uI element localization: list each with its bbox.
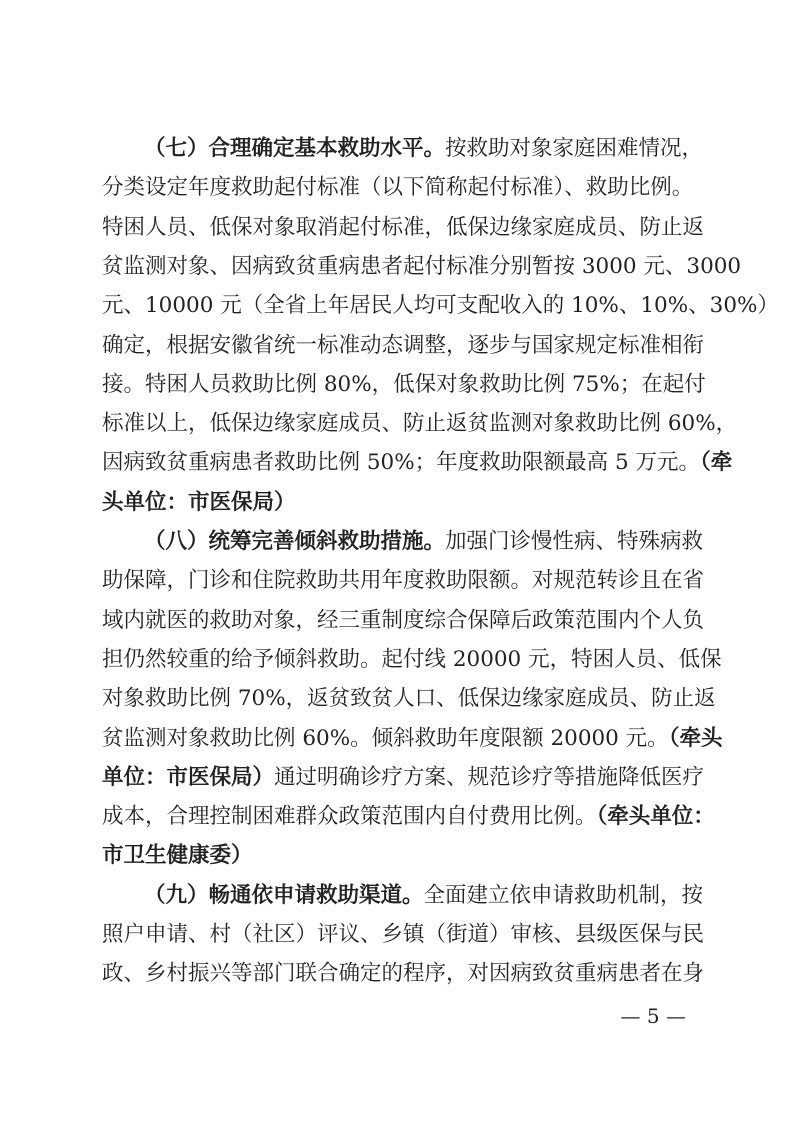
- text-line: [102, 758, 705, 798]
- text-line: [102, 954, 705, 994]
- bold-text: （七）合理确定基本救助水平。: [144, 136, 446, 161]
- text-line: [102, 168, 692, 208]
- text-line: [102, 483, 692, 523]
- text-line: [144, 129, 704, 169]
- text-run: 通过明确诊疗方案、规范诊疗等措施降低医疗: [274, 764, 705, 790]
- text-line: [102, 365, 706, 405]
- text-line: [102, 286, 779, 326]
- bold-text: （牵: [699, 450, 733, 476]
- text-run: 贫监测对象救助比例 60%。倾斜救助年度限额 20000 元。: [102, 725, 669, 751]
- text-line: [102, 247, 742, 287]
- text-run: 元、10000 元（全省上年居民人均可支配收入的 10%、10%、30%）: [102, 293, 779, 319]
- text-line: [102, 561, 705, 601]
- text-run: 贫监测对象、因病致贫重病患者起付标准分别暂按 3000 元、3000: [102, 253, 742, 279]
- text-run: 成本，合理控制困难群众政策范围内自付费用比例。: [102, 804, 597, 830]
- text-run: 按救助对象家庭困难情况，: [445, 136, 704, 161]
- text-run: 确定，根据安徽省统一标准动态调整，逐步与国家规定标准相衔: [102, 332, 705, 358]
- text-run: 特困人员、低保对象取消起付标准，低保边缘家庭成员、防止返: [102, 214, 705, 240]
- text-line: [102, 836, 692, 876]
- bold-text: 头单位：市医保局）: [102, 489, 296, 515]
- bold-text: 市卫生健康委）: [102, 843, 253, 869]
- text-run: 照户申请、村（社区）评议、乡镇（街道）审核、县级医保与民: [102, 922, 705, 947]
- page-number: — 5 —: [620, 1004, 686, 1028]
- text-line: [102, 404, 738, 444]
- text-run: 担仍然较重的给予倾斜救助。起付线 20000 元，特困人员、低保: [102, 646, 722, 672]
- text-line: [102, 679, 716, 719]
- text-run: 助保障，门诊和住院救助共用年度救助限额。对规范转诊且在省: [102, 568, 705, 594]
- text-run: 全面建立依申请救助机制，按: [423, 882, 704, 908]
- text-line: [102, 915, 705, 955]
- text-line: [102, 797, 715, 837]
- bold-text: （九）畅通依申请救助渠道。: [144, 882, 424, 908]
- text-line: [144, 876, 704, 916]
- bold-text: （牵头单位：: [596, 804, 715, 830]
- text-line: [102, 719, 723, 759]
- bold-text: 单位：市医保局）: [102, 764, 275, 790]
- text-run: 对象救助比例 70%，返贫致贫人口、低保边缘家庭成员、防止返: [102, 686, 716, 712]
- text-line: [144, 522, 704, 562]
- bold-text: （八）统筹完善倾斜救助措施。: [144, 529, 446, 554]
- text-line: [102, 640, 722, 680]
- text-line: [102, 326, 705, 366]
- text-line: [102, 601, 705, 641]
- text-line: [102, 208, 705, 248]
- text-run: 域内就医的救助对象，经三重制度综合保障后政策范围内个人负: [102, 607, 705, 633]
- bold-text: （牵头: [668, 725, 723, 751]
- text-run: 分类设定年度救助起付标准（以下简称起付标准）、救助比例。: [102, 175, 694, 201]
- text-run: 因病致贫重病患者救助比例 50%；年度救助限额最高 5 万元。: [102, 450, 700, 476]
- text-run: 接。特困人员救助比例 80%，低保对象救助比例 75%；在起付: [102, 371, 706, 397]
- text-run: 标准以上，低保边缘家庭成员、防止返贫监测对象救助比例 60%，: [102, 411, 738, 437]
- text-line: [102, 443, 733, 483]
- text-run: 加强门诊慢性病、特殊病救: [445, 529, 704, 554]
- text-run: 政、乡村振兴等部门联合确定的程序，对因病致贫重病患者在身: [102, 961, 705, 987]
